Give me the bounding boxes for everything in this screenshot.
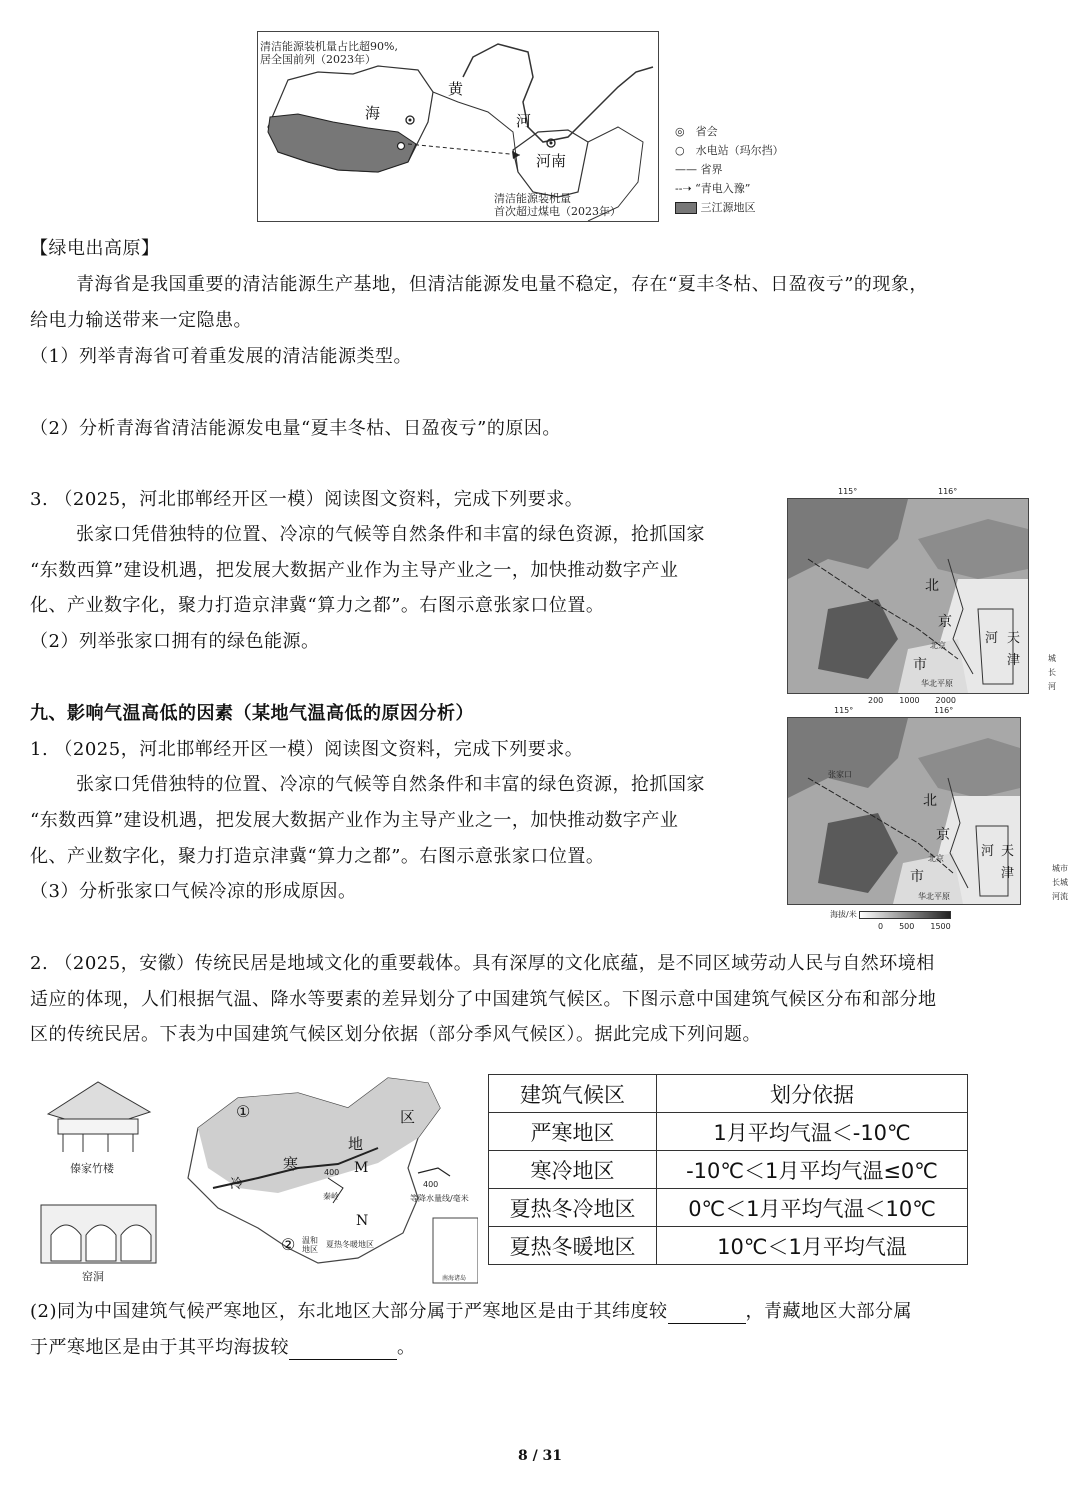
section9-line3: 化、产业数字化，聚力打造京津冀“算力之都”。右图示意张家口位置。 [30,846,605,867]
zjk2-huabei: 华北平原 [918,892,950,901]
zjk2-elevation: 海拔/米 [830,910,951,919]
zjk-terrain-map-1 [787,498,1029,694]
q3-line2: “东数西算”建设机遇，把发展大数据产业作为主导产业之一，加快推动数字产业 [30,560,679,581]
legend-station: ○ 水电站（玛尔挡） [675,144,784,157]
q3-title: 3. （2025，河北邯郸经开区一模）阅读图文资料，完成下列要求。 [30,489,584,510]
table-cell: 0℃＜1月平均气温＜10℃ [657,1189,968,1227]
table-row [489,1151,968,1189]
zjk1-shi: 市 [913,657,927,673]
zjk2-jin: 津 [1001,866,1015,881]
map1-label-henan: 河南 [536,152,567,170]
green-para-line2: 给电力输送带来一定隐患。 [30,310,252,331]
zjk-map1-lon2: 116° [938,487,958,496]
answer-blank-latitude[interactable] [668,1303,746,1324]
q2-sub-line2: 于严寒地区是由于其平均海拔较 。 [30,1337,416,1358]
green-q2: （2）分析青海省清洁能源发电量“夏丰冬枯、日盈夜亏”的原因。 [30,418,561,439]
map1-note-top: 清洁能源装机量占比超90%, 居全国前列（2023年） [260,40,398,66]
map1-label-hai: 海 [365,104,381,122]
section9-title: 1. （2025，河北邯郸经开区一模）阅读图文资料，完成下列要求。 [30,739,584,760]
section9-sub: （3）分析张家口气候冷凉的形成原因。 [30,881,357,902]
q2-line2: 适应的体现，人们根据气温、降水等要素的差异划分了中国建筑气候区。下图示意中国建筑气候区分布和部分地 [30,989,937,1010]
map-label-qinling: 秦岭 [323,1192,339,1201]
table-cell: 夏热冬暖地区 [489,1227,657,1265]
zjk-map1-lon1: 115° [838,487,858,496]
answer-blank-altitude[interactable] [289,1339,397,1360]
zjk2-elevation-ticks: 0 500 1500 [878,922,951,931]
china-map-drawing [178,1068,478,1288]
house2-label: 窑洞 [82,1270,104,1283]
china-climate-map [178,1068,478,1288]
legend-border: —— 省界 [675,163,723,176]
zjk1-bei: 北 [925,578,939,594]
table-cell: 严寒地区 [489,1113,657,1151]
zjk-terrain-2 [788,718,1020,904]
bamboo-house-drawing [38,1074,158,1154]
zjk1-jing: 京 [938,614,952,630]
zjk2-beijing: 北京 [928,854,944,863]
green-para-line1: 青海省是我国重要的清洁能源生产基地，但清洁能源发电量不稳定，存在“夏丰冬枯、日盈夜亏”的现象， [76,274,928,295]
map-label-N: N [356,1213,369,1229]
zjk2-tian: 天 [1001,844,1015,859]
table-row [489,1227,968,1265]
table-cell: -10℃＜1月平均气温≤0℃ [657,1151,968,1189]
section9-line2: “东数西算”建设机遇，把发展大数据产业作为主导产业之一，加快推动数字产业 [30,810,679,831]
dashed-arrow-icon: --➝ [675,182,692,195]
zjk1-jin: 津 [1007,653,1021,668]
house-sketch-bamboo [38,1074,158,1154]
map1-label-he: 河 [516,112,532,130]
map-label-M: M [354,1160,369,1176]
map1-label-huang: 黄 [448,80,464,98]
map-label-wenhe: 温和地区 [302,1236,318,1254]
qinghai-henan-map [257,31,659,222]
table-cell: 1月平均气温＜-10℃ [657,1113,968,1151]
zjk1-huabei: 华北平原 [921,679,953,688]
q3-line3: 化、产业数字化，聚力打造京津冀“算力之都”。右图示意张家口位置。 [30,595,605,616]
zjk-terrain-1 [788,499,1028,693]
table-cell: 夏热冬冷地区 [489,1189,657,1227]
q2-line3: 区的传统民居。下表为中国建筑气候区划分依据（部分季风气候区）。据此完成下列问题。 [30,1024,761,1045]
table-row [489,1189,968,1227]
map-label-di: 地 [348,1135,364,1153]
legend-sanjiang: 三江源地区 [675,198,784,217]
map-inset-label: 南海诸岛 [442,1275,467,1282]
map-label-400: 400 [324,1168,340,1177]
map1-note-bottom: 清洁能源装机量 首次超过煤电（2023年） [494,192,621,218]
zjk2-jing: 京 [936,827,950,843]
zjk1-tian: 天 [1007,631,1021,646]
map-label-2: ② [281,1235,296,1254]
zjk-map2-lon1: 115° [834,706,854,715]
table-header-row [489,1075,968,1113]
green-q1: （1）列举青海省可着重发展的清洁能源类型。 [30,346,412,367]
table-header-cell: 划分依据 [657,1075,968,1113]
house1-label: 傣家竹楼 [70,1162,114,1175]
cave-house-drawing [36,1195,161,1265]
border-line-icon: —— [675,163,697,176]
section9-line1: 张家口凭借独特的位置、冷凉的气候等自然条件和丰富的绿色资源，抢抓国家 [76,774,705,795]
map-label-qu: 区 [400,1108,416,1126]
green-heading: 【绿电出高原】 [30,238,160,259]
gray-box-icon [675,202,697,214]
table-row [489,1113,968,1151]
map-label-leng: 冷 [230,1177,244,1192]
map-label-1: ① [236,1102,251,1121]
station-icon: ○ [675,144,685,157]
zjk2-he: 河 [981,844,995,859]
q3-sub: （2）列举张家口拥有的绿色能源。 [30,631,320,652]
zjk2-legend: 城市 长城 河流 [1052,864,1068,901]
map-legend-isohyet: 等降水量线/毫米 [410,1194,469,1203]
zjk2-bei: 北 [923,793,937,809]
q3-line1: 张家口凭借独特的位置、冷凉的气候等自然条件和丰富的绿色资源，抢抓国家 [76,524,705,545]
zjk-terrain-map-2 [787,717,1021,905]
legend-arrow: --➝ “青电入豫” [675,182,751,195]
zjk-map2-lon2: 116° [934,706,954,715]
map-label-xiare: 夏热冬暖地区 [326,1240,374,1249]
q2-line1: 2. （2025，安徽）传统民居是地域文化的重要载体。具有深厚的文化底蕴，是不同区域劳动人民与自然环境相 [30,953,935,974]
climate-zone-table [488,1074,968,1265]
map-label-han: 寒 [283,1155,299,1173]
house-sketch-cave [36,1195,161,1265]
capital-icon: ◎ [675,125,685,138]
zjk2-shi: 市 [910,869,924,885]
zjk1-legend: 城 长 河 [1048,654,1056,691]
map-legend-400: 400 [423,1180,439,1189]
q2-sub-line1: (2)同为中国建筑气候严寒地区，东北地区大部分属于严寒地区是由于其纬度较 ，青藏地区大部分属 [30,1301,912,1322]
map1-legend [675,122,784,217]
section9-heading: 九、影响气温高低的因素（某地气温高低的原因分析） [30,703,474,724]
table-cell: 10℃＜1月平均气温 [657,1227,968,1265]
zjk1-beijing: 北京 [930,641,946,650]
table-cell: 寒冷地区 [489,1151,657,1189]
zjk2-zhangjiakou: 张家口 [828,770,852,779]
legend-capital: ◎ 省会 [675,125,718,138]
table-header-cell: 建筑气候区 [489,1075,657,1113]
elevation-bar [859,911,951,919]
page-number: 8 / 31 [517,1448,563,1464]
zjk1-scale: 200 1000 2000 [868,696,956,705]
zjk1-he: 河 [985,631,999,646]
